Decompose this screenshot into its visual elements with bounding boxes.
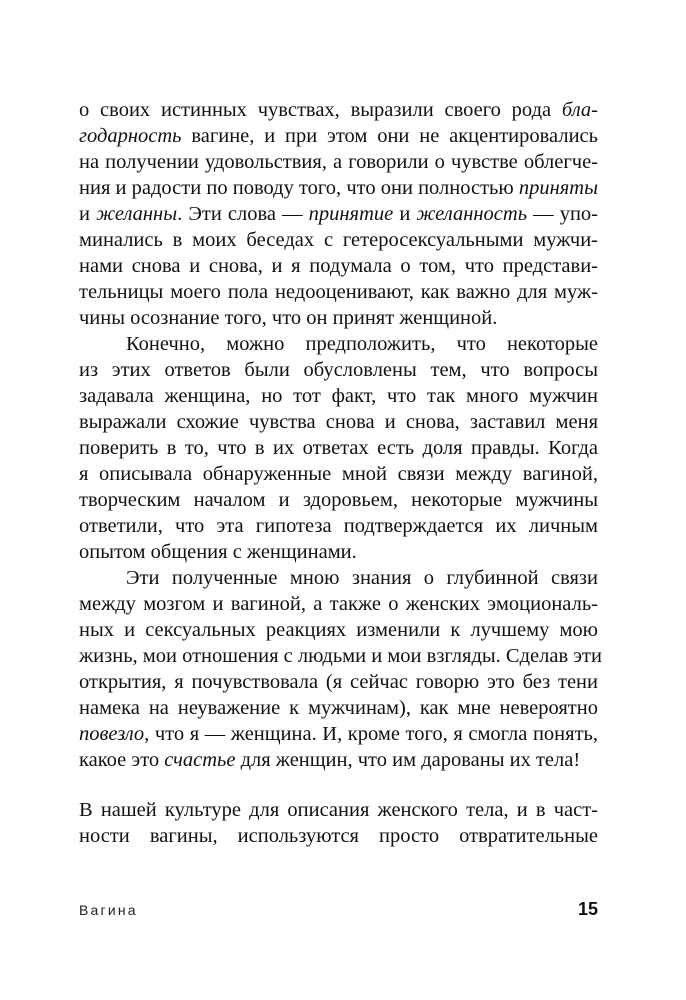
emphasis: годарность <box>79 125 182 147</box>
paragraph-3-line-7: повезло, что я — женщина. И, кроме того, я смогла понять, <box>79 723 598 745</box>
paragraph-3-line-3: ных и сексуальных реакциях изменили к лучшему мою <box>79 619 598 641</box>
paragraph-2-line-9: опытом общения с женщинами. <box>79 541 357 563</box>
paragraph-2-line-7: творческим началом и здоровьем, некоторые мужчины <box>79 489 598 511</box>
emphasis: желанны <box>96 203 178 225</box>
page-number: 15 <box>577 899 598 919</box>
paragraph-2-line-1: Конечно, можно предположить, что некоторые <box>126 333 598 355</box>
paragraph-3-line-2: между мозгом и вагиной, а также о женских эмоциональ- <box>79 593 598 615</box>
paragraph-2-line-6: я описывала обнаруженные мной связи между вагиной, <box>79 463 598 485</box>
emphasis: приняты <box>518 177 598 199</box>
paragraph-1-line-2: годарность вагине, и при этом они не акцентировались <box>79 125 598 147</box>
paragraph-1-line-7: нами снова и снова, и я подумала о том, что представи- <box>79 255 598 277</box>
paragraph-1-line-1: о своих истинных чувствах, выразили своего рода бла- <box>79 99 598 121</box>
paragraph-3-line-4: жизнь, мои отношения с людьми и мои взгляды. Сделав эти <box>79 645 602 667</box>
paragraph-1-line-8: тельницы моего пола недооценивают, как важно для муж- <box>79 281 598 303</box>
paragraph-3-line-1: Эти полученные мною знания о глубинной связи <box>126 567 598 589</box>
emphasis: повезло <box>79 723 145 745</box>
emphasis: желанность <box>416 203 528 225</box>
paragraph-4-line-1: В нашей культуре для описания женского тела, и в част- <box>79 799 598 821</box>
paragraph-2-line-2: из этих ответов были обусловлены тем, что вопросы <box>79 359 598 381</box>
paragraph-1-line-5: и желанны. Эти слова — принятие и желанность — упо- <box>79 203 598 225</box>
paragraph-2-line-5: поверить в то, что в их ответах есть доля правды. Когда <box>79 437 598 459</box>
running-title: Вагина <box>79 902 138 918</box>
paragraph-2-line-8: ответили, что эта гипотеза подтверждается их личным <box>79 515 598 537</box>
paragraph-1-line-3: на получении удовольствия, а говорили о чувстве облегче- <box>79 151 598 173</box>
emphasis: принятие <box>308 203 394 225</box>
paragraph-3-line-5: открытия, я почувствовала (я сейчас говорю это без тени <box>79 671 598 693</box>
paragraph-2-line-3: задавала женщина, но тот факт, что так много мужчин <box>79 385 598 407</box>
paragraph-2-line-4: выражали схожие чувства снова и снова, заставил меня <box>79 411 598 433</box>
paragraph-1-line-4: ния и радости по поводу того, что они полностью приняты <box>79 177 598 199</box>
emphasis: счастье <box>164 749 236 771</box>
paragraph-3-line-8: какое это счастье для женщин, что им дарованы их тела! <box>79 749 581 771</box>
paragraph-4-line-2: ности вагины, используются просто отвратительные <box>79 825 598 847</box>
paragraph-1-line-6: минались в моих беседах с гетеросексуальными мужчи- <box>79 229 598 251</box>
emphasis: бла- <box>561 99 598 121</box>
paragraph-1-line-9: чины осознание того, что он принят женщиной. <box>79 307 498 329</box>
paragraph-3-line-6: намека на неуважение к мужчинам), как мне невероятно <box>79 697 598 719</box>
